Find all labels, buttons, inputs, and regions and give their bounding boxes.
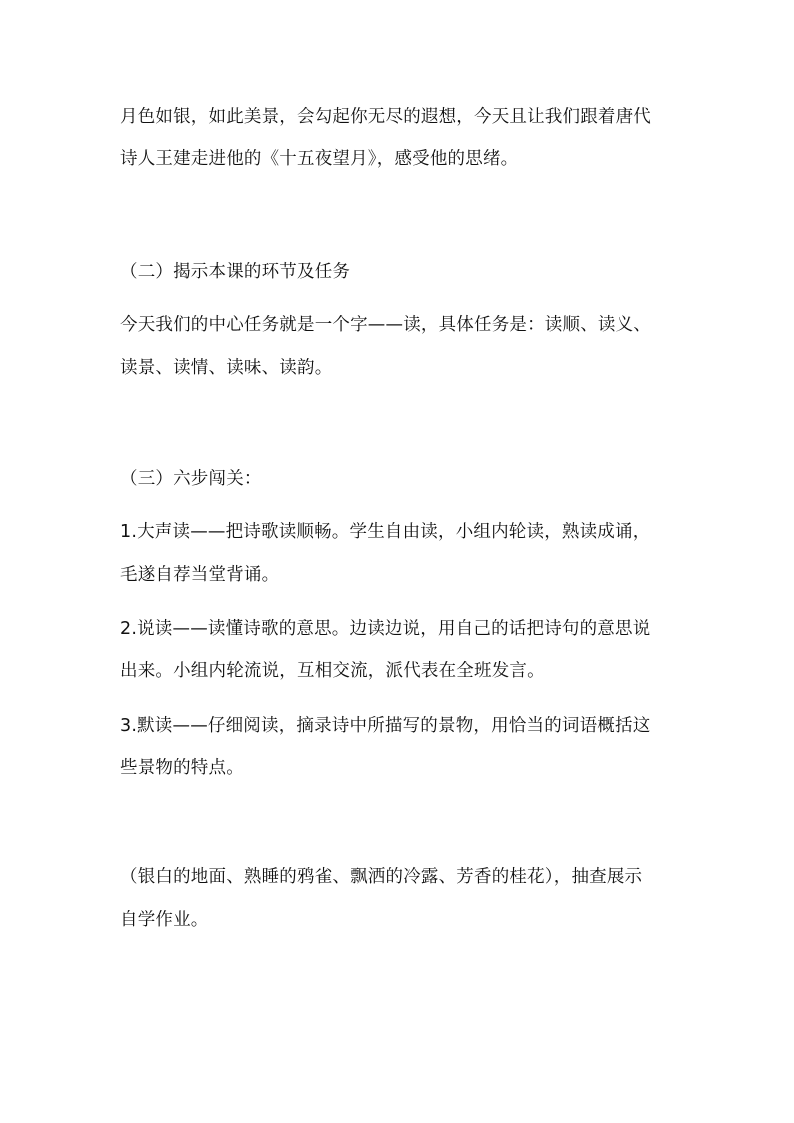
step-3-line-2: 些景物的特点。 (120, 758, 244, 778)
task-line-1: 今天我们的中心任务就是一个字——读，具体任务是：读顺、读义、 (120, 315, 651, 335)
note-line-1: （银白的地面、熟睡的鸦雀、飘洒的冷露、芳香的桂花），抽查展示 (120, 867, 643, 887)
step-1-line-2: 毛遂自荐当堂背诵。 (120, 565, 280, 585)
step-1-line-1: 1.大声读——把诗歌读顺畅。学生自由读，小组内轮读，熟读成诵， (120, 522, 651, 542)
step-2-line-1: 2.说读——读懂诗歌的意思。边读边说，用自己的话把诗句的意思说 (120, 619, 651, 639)
intro-line-2: 诗人王建走进他的《十五夜望月》，感受他的思绪。 (120, 149, 519, 169)
note-line-2: 自学作业。 (120, 910, 209, 930)
task-line-2: 读景、读情、读味、读韵。 (120, 358, 333, 378)
intro-line-1: 月色如银，如此美景，会勾起你无尽的遐想，今天且让我们跟着唐代 (120, 107, 651, 127)
step-3-line-1: 3.默读——仔细阅读，摘录诗中所描写的景物，用恰当的词语概括这 (120, 716, 651, 736)
section-heading-3: （三）六步闯关： (120, 469, 262, 489)
step-2-line-2: 出来。小组内轮流说，互相交流，派代表在全班发言。 (120, 661, 545, 681)
section-heading-2: （二）揭示本课的环节及任务 (120, 262, 351, 282)
